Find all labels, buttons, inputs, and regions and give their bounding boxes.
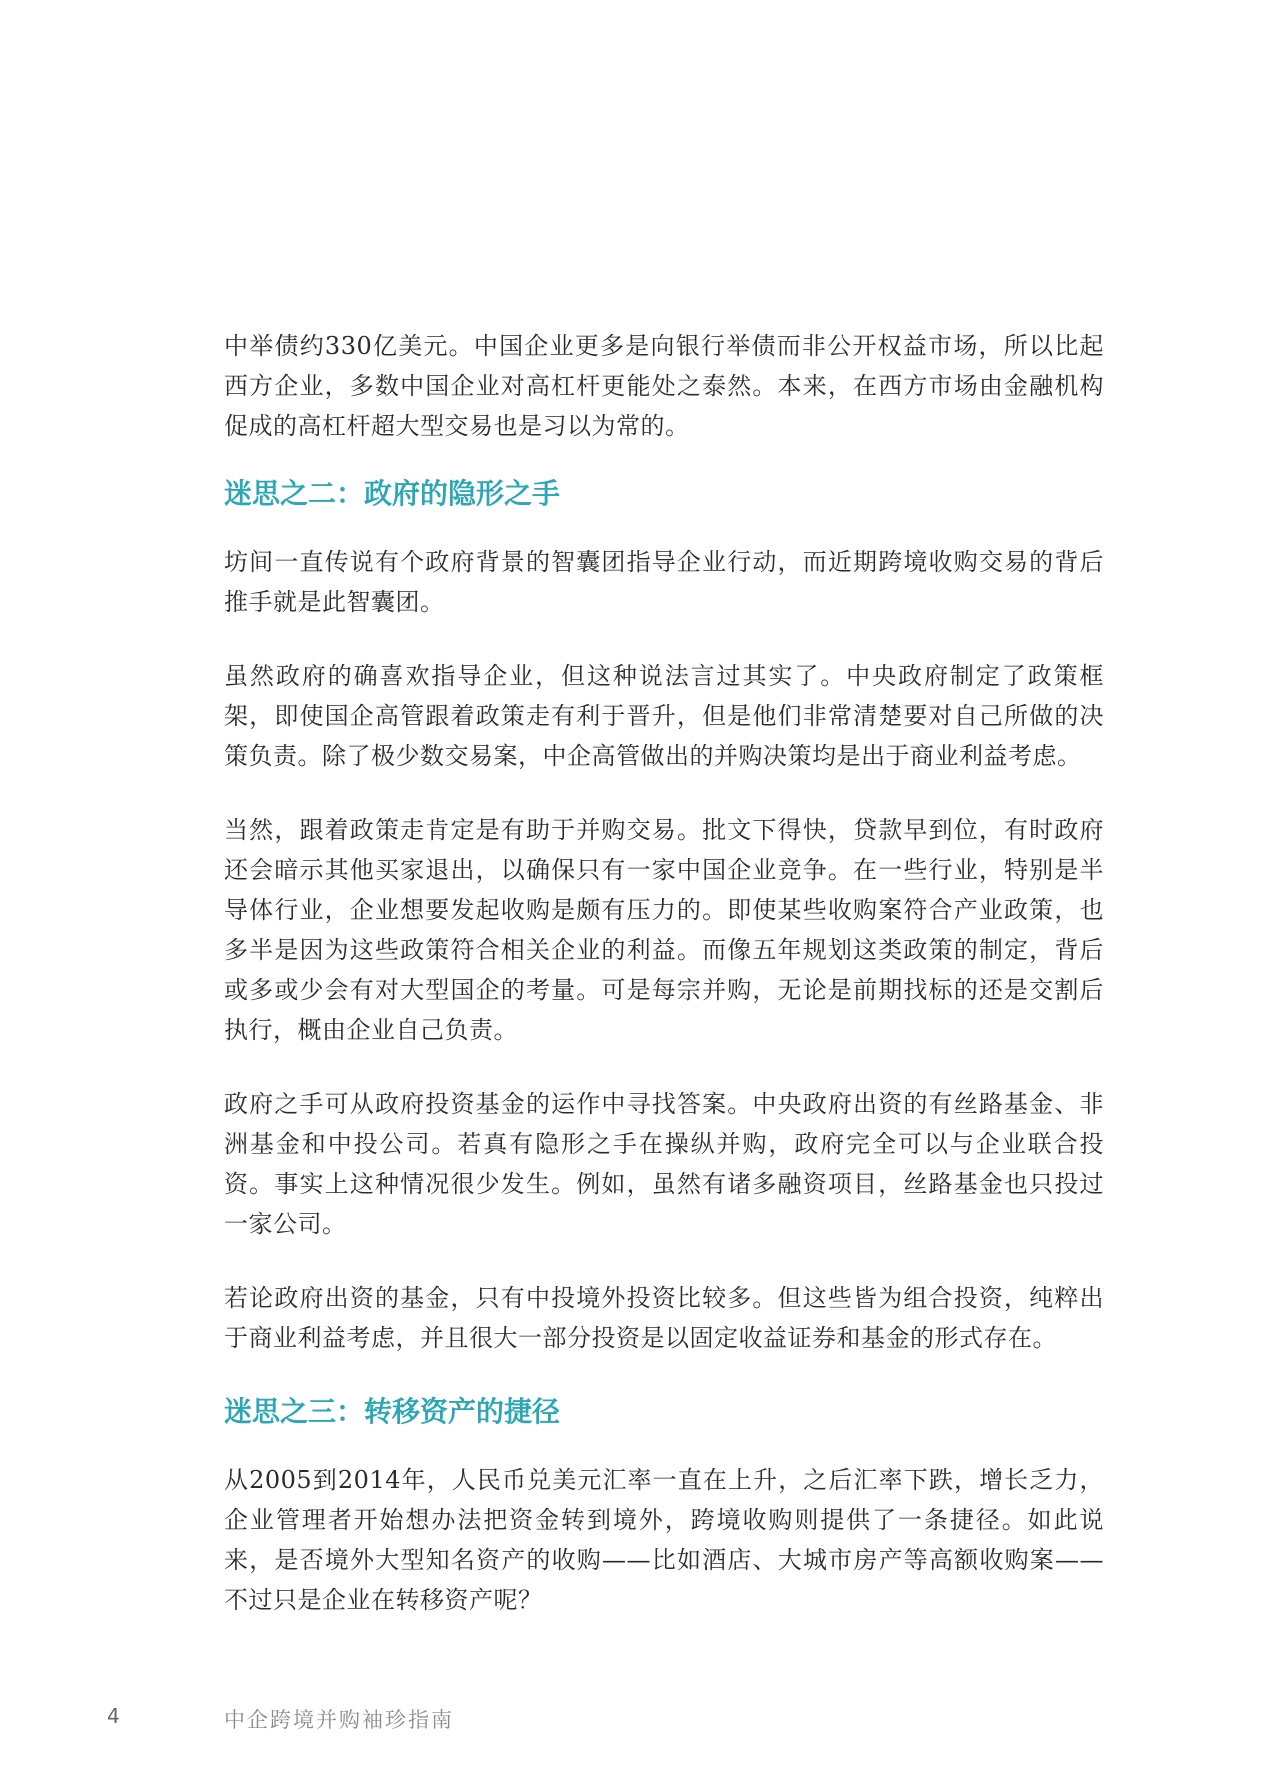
paragraph: 从2005到2014年，人民币兑美元汇率一直在上升，之后汇率下跌，增长乏力，企业管理者开始想办法把资金转到境外，跨境收购则提供了一条捷径。如此说来，是否境外大型知名资产的收购——比如酒店、大城市房产等高额收购案——不过只是企业在转移资产呢？ [224,1466,1104,1614]
main-content [224,326,1104,1654]
footer-title: 中企跨境并购袖珍指南 [224,1708,454,1732]
paragraph: 若论政府出资的基金，只有中投境外投资比较多。但这些皆为组合投资，纯粹出于商业利益考虑，并且很大一部分投资是以固定收益证券和基金的形式存在。 [224,1284,1104,1352]
page-number: 4 [107,1704,120,1728]
section-heading-myth-2: 迷思之二：政府的隐形之手 [224,477,561,510]
paragraph-intro: 中举债约330亿美元。中国企业更多是向银行举债而非公开权益市场，所以比起西方企业，多数中国企业对高杠杆更能处之泰然。本来，在西方市场由金融机构促成的高杠杆超大型交易也是习以为常的。 [224,332,1104,440]
paragraph: 坊间一直传说有个政府背景的智囊团指导企业行动，而近期跨境收购交易的背后推手就是此智囊团。 [224,548,1104,616]
paragraph: 虽然政府的确喜欢指导企业，但这种说法言过其实了。中央政府制定了政策框架，即使国企高管跟着政策走有利于晋升，但是他们非常清楚要对自己所做的决策负责。除了极少数交易案，中企高管做出的并购决策均是出于商业利益考虑。 [224,662,1104,770]
paragraph: 政府之手可从政府投资基金的运作中寻找答案。中央政府出资的有丝路基金、非洲基金和中投公司。若真有隐形之手在操纵并购，政府完全可以与企业联合投资。事实上这种情况很少发生。例如，虽然有诸多融资项目，丝路基金也只投过一家公司。 [224,1090,1104,1238]
section-heading-myth-3: 迷思之三：转移资产的捷径 [224,1395,561,1428]
paragraph: 当然，跟着政策走肯定是有助于并购交易。批文下得快，贷款早到位，有时政府还会暗示其他买家退出，以确保只有一家中国企业竞争。在一些行业，特别是半导体行业，企业想要发起收购是颇有压力的。即使某些收购案符合产业政策，也多半是因为这些政策符合相关企业的利益。而像五年规划这类政策的制定，背后或多或少会有对大型国企的考量。可是每宗并购，无论是前期找标的还是交割后执行，概由企业自己负责。 [224,816,1104,1044]
page-footer [0,1704,1280,1744]
